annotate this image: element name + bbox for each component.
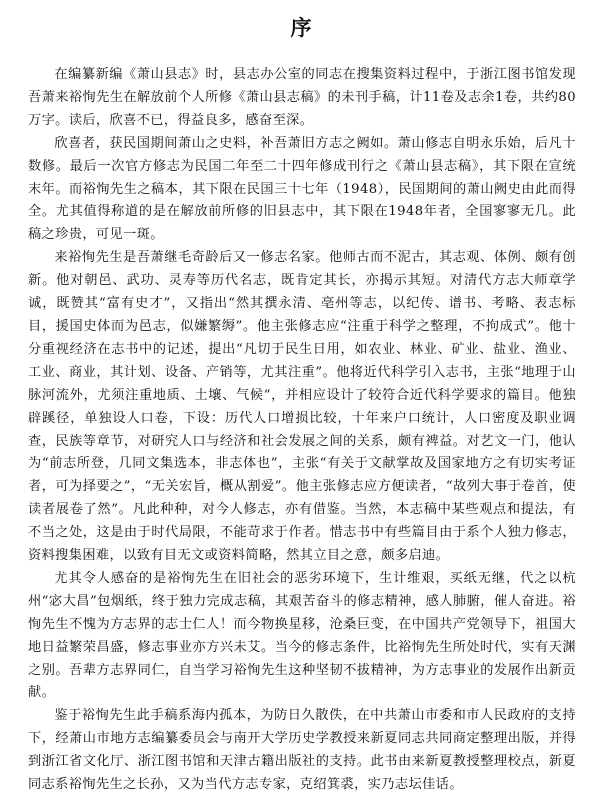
- paragraph-5: 鉴于裕恂先生此手稿系海内孤本，为防日久散佚，在中共萧山市委和市人民政府的支持下，经萧山市地方志编纂委员会与南开大学历史学教授来新夏同志共同商定整理出版，并得到浙江省文化厅、浙江图书馆和天津古籍出版社的支持。此书由来新夏教授整理校点，新夏同志系裕恂先生之长孙，又为当代方志专家，克绍箕裘，实乃志坛佳话。: [28, 708, 576, 793]
- paragraph-3: 来裕恂先生是吾萧继毛奇龄后又一修志名家。他师古而不泥古，其志观、体例、颇有创新。他对朝邑、武功、灵寿等历代名志，既肯定其长，亦揭示其短。对清代方志大师章学诚，既赞其“富有史才”，又指出“然其撰永清、亳州等志，以纪传、谱书、考略、表志标目，援国史体而为邑志，似嫌繁缛”。他主张修志应“注重于科学之整理，不拘成式”。他十分重视经济在志书中的记述，提出“凡切于民生日用，如农业、林业、矿业、盐业、渔业、工业、商业，其计划、设备、产销等，尤其注重”。他将近代科学引入志书，主张“地理于山脉河流外，尤须注重地质、土壤、气候”，并相应设计了较符合近代科学要求的篇目。他独辟蹊径，单独设人口卷，下设：历代人口增损比较，十年来户口统计，人口密度及职业调查，民族等章节，对研究人口与经济和社会发展之间的关系，颇有裨益。对艺文一门，他认为“前志所登，几同文集选本，非志体也”，主张“有关于文献掌故及国家地方之有切实考证者，可为择要之”，“无关宏旨，概从割爱”。他主张修志应方便读者，“故列大事于卷首，使读者展卷了然”。凡此种种，对今人修志，亦有借鉴。当然，本志稿中某些观点和提法，有不当之处，这是由于时代局限，不能苛求于作者。惜志书中有些篇目由于系个人独力修志，资料搜集困难，以致有目无文或资料简略，然其立目之意，颇多启迪。: [28, 250, 576, 564]
- document-body: [28, 64, 576, 797]
- paragraph-1: 在编纂新编《萧山县志》时，县志办公室的同志在搜集资料过程中，于浙江图书馆发现吾萧来裕恂先生在解放前个人所修《萧山县志稿》的未刊手稿，计11卷及志余1卷，共约80万字。读后，欣喜不已，得益良多，感奋至深。: [28, 67, 576, 128]
- page-title: 序: [290, 15, 314, 40]
- paragraph-2: 欣喜者，获民国期间萧山之史料，补吾萧旧方志之阙如。萧山修志自明永乐始，后凡十数修。最后一次官方修志为民国二年至二十四年修成刊行之《萧山县志稿》，其下限在宣统末年。而裕恂先生之稿本，其下限在民国三十七年（1948），民国期间的萧山阙史由此而得全。尤其值得称道的是在解放前所修的旧县志中，其下限在1948年者，全国寥寥无几。此稿之珍贵，可见一斑。: [28, 135, 576, 243]
- document-page: [28, 0, 576, 807]
- paragraph-4: 尤其令人感奋的是裕恂先生在旧社会的恶劣环境下，生计维艰，买纸无继，代之以杭州“宓大昌”包烟纸，终于独力完成志稿，其艰苦奋斗的修志精神，感人肺腑，催人奋进。裕恂先生不愧为方志界的志士仁人！而今物换星移，沧桑巨变，在中国共产党领导下，祖国大地日益繁荣昌盛，修志事业亦方兴未艾。当今的修志条件，比裕恂先生所处时代，实有天渊之别。吾辈方志界同仁，自当学习裕恂先生这种坚韧不拔精神，为方志事业的发展作出新贡献。: [28, 570, 576, 701]
